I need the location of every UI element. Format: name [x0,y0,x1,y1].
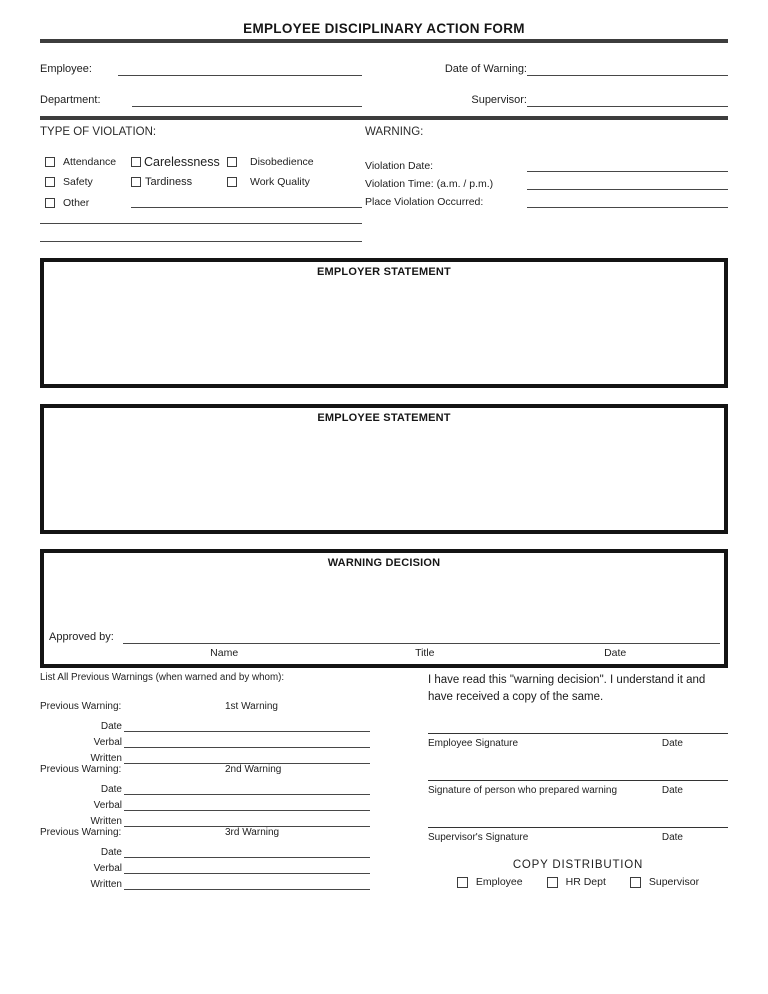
written-input-line[interactable] [124,815,370,827]
previous-warnings-heading: List All Previous Warnings (when warned and by whom): [40,672,285,683]
previous-warning-label: Previous Warning: [40,764,122,775]
date-input-line[interactable] [124,783,370,795]
warning-decision-title: WARNING DECISION [327,557,441,569]
warning-date-row [40,842,370,858]
verbal-label: Verbal [93,863,122,874]
checkbox-work-quality[interactable] [227,175,362,188]
supervisor-signature-block [428,827,728,843]
violation-time-input-line[interactable] [527,178,728,190]
verbal-label: Verbal [93,737,122,748]
employee-statement-area[interactable] [44,424,724,530]
preparer-signature-line[interactable] [428,780,728,781]
checkbox-label: Carelessness [144,154,220,169]
violation-time-label: Violation Time: (a.m. / p.m.) [365,178,494,190]
form-title: EMPLOYEE DISCIPLINARY ACTION FORM [243,21,525,36]
warning-date-row [40,716,370,732]
checkbox-icon[interactable] [45,157,55,167]
checkbox-attendance[interactable] [45,155,131,168]
previous-warning-label: Previous Warning: [40,701,122,712]
warning-written-row [40,811,370,827]
warning-verbal-row [40,858,370,874]
department-input-line[interactable] [132,93,362,107]
warning-heading: WARNING: [365,126,424,138]
date-label: Date [661,784,683,796]
violation-date-input-line[interactable] [527,160,728,172]
previous-warnings-column [40,672,370,890]
checkbox-icon[interactable] [227,157,237,167]
written-input-line[interactable] [124,752,370,764]
acknowledgement-text: I have read this "warning decision". I understand it and have received a copy of the same. [428,674,706,704]
violation-checkbox-grid [45,155,362,209]
warning-written-row [40,874,370,890]
checkbox-icon[interactable] [45,198,55,208]
checkbox-other[interactable] [45,196,131,209]
written-label: Written [90,879,122,890]
checkbox-icon[interactable] [630,877,641,888]
header-row-1 [40,55,728,76]
violation-warning-section [40,126,728,242]
warning-date-row [40,779,370,795]
place-violation-label: Place Violation Occurred: [365,196,484,208]
verbal-input-line[interactable] [124,862,370,874]
previous-warning-label: Previous Warning: [40,827,122,838]
employer-statement-area[interactable] [44,278,724,384]
checkbox-label: Tardiness [145,175,193,188]
checkbox-safety[interactable] [45,175,131,188]
third-warning-label: 3rd Warning [225,827,280,838]
employee-signature-block [428,733,728,749]
checkbox-label: Employee [475,876,523,888]
date-label: Date [100,847,122,858]
preparer-signature-block [428,780,728,796]
warning-verbal-row [40,795,370,811]
checkbox-icon[interactable] [457,877,468,888]
approved-by-input-line[interactable] [123,631,720,644]
written-label: Written [90,816,122,827]
other-violation-input-line[interactable] [131,195,362,208]
verbal-label: Verbal [93,800,122,811]
header-row-2 [40,86,728,107]
checkbox-label: Other [63,196,90,209]
type-of-violation-column [40,126,365,242]
employee-statement-box [40,404,728,534]
approved-by-row [49,631,720,644]
acknowledgement-column [428,672,728,890]
supervisor-label: Supervisor: [471,94,527,106]
department-label: Department: [40,94,101,106]
approved-date-label: Date [604,647,627,659]
header-divider [40,39,728,43]
approved-by-label: Approved by: [49,631,114,643]
warning-verbal-row [40,732,370,748]
checkbox-label: Work Quality [250,175,310,188]
first-warning-label: 1st Warning [225,701,278,712]
date-input-line[interactable] [124,846,370,858]
employee-statement-title: EMPLOYEE STATEMENT [317,412,451,424]
checkbox-icon[interactable] [547,877,558,888]
preparer-signature-label: Signature of person who prepared warning [428,784,618,796]
previous-warning-group-1 [40,701,370,764]
section-divider [40,116,728,120]
employer-statement-title: EMPLOYER STATEMENT [317,266,451,278]
checkbox-employee-copy[interactable] [457,876,523,889]
previous-warning-group-3 [40,827,370,890]
supervisor-input-line[interactable] [527,93,728,107]
approved-name-label: Name [210,647,239,659]
date-label: Date [100,721,122,732]
type-of-violation-heading: TYPE OF VIOLATION: [40,126,157,138]
checkbox-icon[interactable] [131,177,141,187]
checkbox-carelessness[interactable] [131,155,227,168]
employee-signature-line[interactable] [428,733,728,734]
warning-column [365,126,728,242]
date-of-warning-label: Date of Warning: [444,63,527,75]
employee-label: Employee: [40,63,92,75]
copy-distribution-heading: COPY DISTRIBUTION [512,858,644,871]
place-violation-row [365,194,728,208]
employee-signature-label: Employee Signature [428,737,519,749]
copy-distribution-options [428,876,728,889]
violation-date-label: Violation Date: [365,160,434,172]
date-input-line[interactable] [124,720,370,732]
checkbox-tardiness[interactable] [131,175,227,188]
verbal-input-line[interactable] [124,736,370,748]
supervisor-signature-label: Supervisor's Signature [428,831,529,843]
checkbox-icon[interactable] [227,177,237,187]
date-of-warning-input-line[interactable] [527,62,728,76]
approved-title-label: Title [415,647,435,659]
supervisor-signature-line[interactable] [428,827,728,828]
date-label: Date [661,831,683,843]
violation-date-row [365,158,728,172]
checkbox-supervisor-copy[interactable] [630,876,699,889]
checkbox-hr-dept-copy[interactable] [547,876,606,889]
verbal-input-line[interactable] [124,799,370,811]
employee-input-line[interactable] [118,62,362,76]
approved-columns-row [44,647,724,661]
checkbox-label: Attendance [63,155,117,168]
previous-warning-group-2 [40,764,370,827]
checkbox-disobedience[interactable] [227,155,362,168]
employer-statement-box [40,258,728,388]
violation-notes-line-1[interactable] [40,223,362,224]
violation-time-row [365,176,728,190]
bottom-section [40,672,728,890]
date-label: Date [100,784,122,795]
checkbox-label: Supervisor [648,876,700,888]
place-violation-input-line[interactable] [527,196,728,208]
written-label: Written [90,753,122,764]
warning-decision-box [40,549,728,668]
date-label: Date [661,737,683,749]
checkbox-label: Disobedience [250,155,314,168]
checkbox-label: HR Dept [565,876,606,888]
warning-written-row [40,748,370,764]
violation-notes-line-2[interactable] [40,241,362,242]
checkbox-icon[interactable] [45,177,55,187]
second-warning-label: 2nd Warning [225,764,282,775]
checkbox-label: Safety [63,175,93,188]
checkbox-icon[interactable] [131,157,141,167]
written-input-line[interactable] [124,878,370,890]
